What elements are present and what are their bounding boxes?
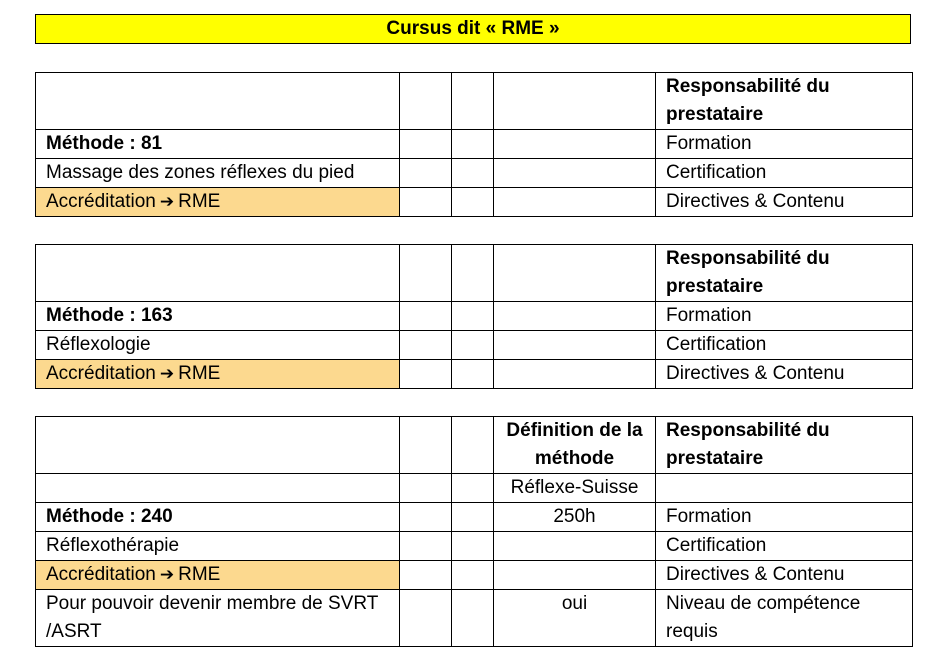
table-row [36, 159, 913, 188]
formation-cell: Formation [656, 503, 913, 532]
arrow-right-icon: ➔ [159, 192, 175, 211]
directives-cell: Directives & Contenu [656, 188, 913, 217]
methode-81-table [35, 72, 913, 217]
membre-condition: Pour pouvoir devenir membre de SVRT /ASRT [36, 590, 400, 647]
methode-163-table [35, 244, 913, 389]
methode-number: Méthode : 240 [36, 503, 400, 532]
header-responsabilite: Responsabilité du prestataire [656, 73, 913, 130]
arrow-right-icon: ➔ [159, 565, 175, 584]
empty-cell [452, 73, 494, 130]
table-row [36, 73, 913, 130]
methode-number: Méthode : 163 [36, 302, 400, 331]
header-responsabilite: Responsabilité du prestataire [656, 417, 913, 474]
hours-value: 250h [494, 503, 656, 532]
table-row [36, 503, 913, 532]
table-row [36, 561, 913, 590]
empty-cell [494, 73, 656, 130]
certification-cell: Certification [656, 159, 913, 188]
definition-value: Réflexe-Suisse [494, 474, 656, 503]
empty-cell [36, 73, 400, 130]
table-row [36, 417, 913, 474]
table-row [36, 360, 913, 389]
formation-cell: Formation [656, 302, 913, 331]
oui-value: oui [494, 590, 656, 647]
directives-cell: Directives & Contenu [656, 360, 913, 389]
table-row [36, 130, 913, 159]
formation-cell: Formation [656, 130, 913, 159]
header-definition: Définition de la méthode [494, 417, 656, 474]
directives-cell: Directives & Contenu [656, 561, 913, 590]
table-row [36, 331, 913, 360]
arrow-right-icon: ➔ [159, 364, 175, 383]
certification-cell: Certification [656, 532, 913, 561]
certification-cell: Certification [656, 331, 913, 360]
methode-name: Réflexothérapie [36, 532, 400, 561]
table-row [36, 302, 913, 331]
methode-name: Massage des zones réflexes du pied [36, 159, 400, 188]
header-responsabilite: Responsabilité du prestataire [656, 245, 913, 302]
methode-name: Réflexologie [36, 331, 400, 360]
accreditation-cell: Accréditation ➔ RME [36, 561, 400, 590]
table-row [36, 245, 913, 302]
empty-cell [400, 73, 452, 130]
accreditation-cell: Accréditation ➔ RME [36, 188, 400, 217]
accreditation-cell: Accréditation ➔ RME [36, 360, 400, 389]
table-row [36, 474, 913, 503]
niveau-cell: Niveau de compétence requis [656, 590, 913, 647]
methode-number: Méthode : 81 [36, 130, 400, 159]
page-title: Cursus dit « RME » [35, 14, 911, 44]
table-row [36, 532, 913, 561]
table-row [36, 590, 913, 647]
table-row [36, 188, 913, 217]
methode-240-table [35, 416, 913, 647]
